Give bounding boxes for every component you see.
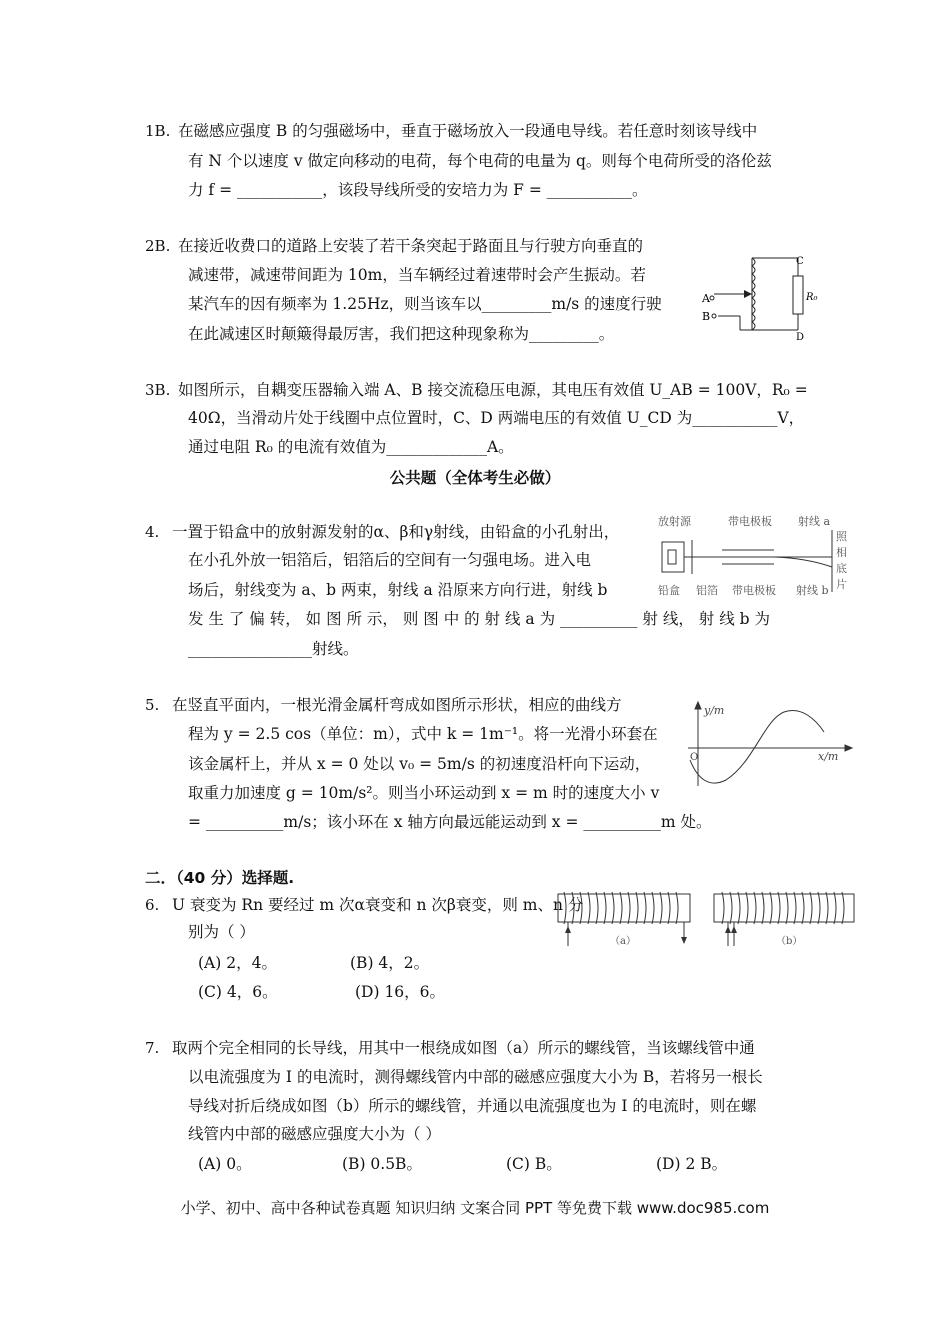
label-plate-bottom: 带电极板 [732, 584, 776, 597]
q6-option-a: (A) 2，4。 [198, 954, 277, 972]
label-source: 放射源 [658, 515, 691, 528]
q6-option-c: (C) 4，6。 [198, 983, 278, 1001]
q4-line5: ________________射线。 [188, 640, 359, 658]
q7-line2: 以电流强度为 I 的电流时，测得螺线管内中部的磁感应强度大小为 B，若将另一根长 [188, 1068, 763, 1086]
fig-label-b-solenoid: （b） [776, 936, 803, 947]
q7-line4: 线管内中部的磁感应强度大小为（ ） [188, 1125, 441, 1143]
film-char-1: 照 [836, 530, 847, 543]
q6-option-b: (B) 4，2。 [350, 954, 430, 972]
q7-number: 7. [145, 1039, 160, 1057]
film-char-2: 相 [836, 546, 847, 559]
q2-line1: 在接近收费口的道路上安装了若干条突起于路面且与行驶方向垂直的 [178, 237, 644, 255]
q5-line1: 在竖直平面内，一根光滑金属杆弯成如图所示形状，相应的曲线方 [172, 696, 622, 714]
q3-line1: 如图所示，自耦变压器输入端 A、B 接交流稳压电源，其电压有效值 U_AB = 100V，R₀ = [178, 381, 808, 399]
solenoid-figures [556, 886, 856, 948]
origin-label: O [690, 752, 699, 763]
q2-number: 2B. [145, 237, 171, 255]
q5-line2: 程为 y = 2.5 cos（单位：m），式中 k = 1m⁻¹。将一光滑小环套在 [188, 725, 658, 743]
autotransformer-figure [700, 250, 830, 345]
q4-line1: 一置于铅盒中的放射源发射的α、β和γ射线，由铅盒的小孔射出， [172, 523, 620, 541]
label-ray-a: 射线 a [798, 515, 831, 528]
axis-label-x: x/m [818, 750, 839, 763]
q5-line5: = __________m/s；该小环在 x 轴方向最远能运动到 x = __________m 处。 [188, 813, 712, 831]
q1-line1: 在磁感应强度 B 的匀强磁场中，垂直于磁场放入一段通电导线。若任意时刻该导线中 [178, 122, 758, 140]
q6-line1: U 衰变为 Rn 要经过 m 次α衰变和 n 次β衰变，则 m、n 分 [172, 896, 584, 914]
public-section-title: 公共题（全体考生必做） [389, 469, 561, 487]
section2-heading: 二．（40 分）选择题. [145, 869, 295, 887]
q1-line2: 有 N 个以速度 v 做定向移动的电荷，每个电荷的电量为 q。则每个电荷所受的洛伦兹 [188, 152, 772, 170]
q4-number: 4. [145, 523, 160, 541]
cosine-curve-figure [684, 700, 854, 790]
q4-line3: 场后，射线变为 a、b 两束，射线 a 沿原来方向行进，射线 b [188, 581, 608, 599]
q6-option-d: (D) 16，6。 [355, 983, 446, 1001]
q4-line4: 发 生 了 偏 转， 如 图 所 示， 则 图 中 的 射 线 a 为 __________ 射 线， 射 线 b 为 [188, 610, 770, 628]
film-char-3: 底 [836, 562, 847, 575]
q3-line3: 通过电阻 R₀ 的电流有效值为_____________A。 [188, 438, 514, 456]
label-box: 铅盒 [658, 584, 680, 597]
q6-number: 6. [145, 896, 160, 914]
label-foil: 铝箔 [696, 584, 718, 597]
q5-number: 5. [145, 696, 160, 714]
q7-option-c: (C) B。 [506, 1155, 562, 1173]
fig-label-a-solenoid: （a） [610, 936, 636, 947]
radiation-figure [656, 512, 856, 602]
axis-label-y: y/m [704, 704, 725, 717]
label-plate-top: 带电极板 [728, 515, 772, 528]
q5-line4: 取重力加速度 g = 10m/s²。则当小环运动到 x = m 时的速度大小 v [188, 784, 660, 802]
q6-line2: 别为（ ） [188, 923, 255, 941]
q7-option-d: (D) 2 B。 [656, 1155, 728, 1173]
q1-number: 1B. [145, 122, 171, 140]
q3-line2: 40Ω，当滑动片处于线圈中点位置时，C、D 两端电压的有效值 U_CD 为___________V， [188, 409, 805, 427]
q4-line2: 在小孔外放一铝箔后，铝箔后的空间有一匀强电场。进入电 [188, 551, 592, 569]
label-ray-b: 射线 b [796, 584, 829, 597]
q2-line2: 减速带，减速带间距为 10m，当车辆经过着速带时会产生振动。若 [188, 266, 646, 284]
fig-label-a: A [702, 292, 710, 305]
q5-line3: 该金属杆上，并从 x = 0 处以 v₀ = 5m/s 的初速度沿杆向下运动， [188, 755, 651, 773]
fig-label-d: D [796, 332, 805, 343]
q7-line1: 取两个完全相同的长导线，用其中一根绕成如图（a）所示的螺线管，当该螺线管中通 [172, 1039, 755, 1057]
footer-text: 小学、初中、高中各种试卷真题 知识归纳 文案合同 PPT 等免费下载 www.doc985.com [180, 1199, 770, 1217]
q3-number: 3B. [145, 381, 171, 399]
fig-label-b: B [702, 310, 711, 323]
q7-option-b: (B) 0.5B。 [342, 1155, 422, 1173]
q2-line4: 在此减速区时颠簸得最厉害，我们把这种现象称为_________。 [188, 325, 615, 343]
q2-line3: 某汽车的因有频率为 1.25Hz，则当该车以_________m/s 的速度行驶 [188, 295, 662, 313]
q7-option-a: (A) 0。 [198, 1155, 252, 1173]
fig-label-c: C [796, 256, 804, 267]
film-char-4: 片 [836, 578, 847, 591]
q7-line3: 导线对折后绕成如图（b）所示的螺线管，并通以电流强度也为 I 的电流时，则在螺 [188, 1097, 757, 1115]
q1-line3: 力 f = ___________，该段导线所受的安培力为 F = ___________。 [188, 181, 648, 199]
fig-label-r0: R₀ [806, 292, 818, 303]
